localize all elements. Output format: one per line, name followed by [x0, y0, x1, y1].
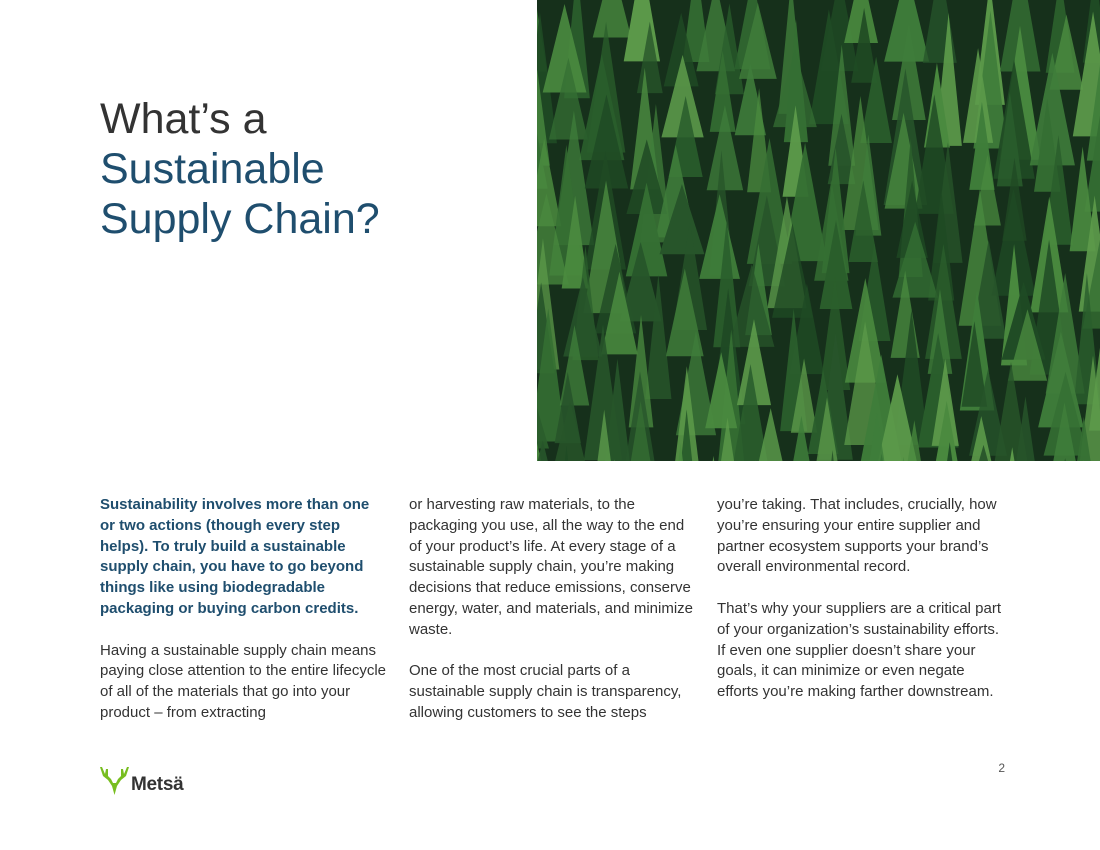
body-paragraph: or harvesting raw materials, to the packaging you use, all the way to the end of your product’s life. At every stage of a sustainable supply chain, you’re making decisions that reduce emissions, conserve energy, water, and materials, and minimize waste. — [409, 496, 694, 638]
metsa-logo — [99, 762, 183, 796]
body-paragraph: Having a sustainable supply chain means paying close attention to the entire lifecycle of all of the materials that go into your product – from extracting — [100, 641, 387, 721]
body-paragraph: you’re taking. That includes, crucially, how you’re ensuring your entire supplier and partner ecosystem supports your brand’s overall environmental record. — [717, 496, 997, 576]
text-column-3 — [717, 495, 1007, 724]
forest-illustration — [537, 0, 1100, 461]
title-line-3: Supply Chain? — [100, 195, 380, 243]
page-title — [100, 94, 520, 244]
text-column-1 — [100, 495, 388, 745]
page-number: 2 — [998, 761, 1005, 775]
title-line-2: Sustainable — [100, 145, 325, 193]
forest-photo — [537, 0, 1100, 461]
lead-paragraph: Sustainability involves more than one or two actions (though every step helps). To truly build a sustainable supply chain, you have to go beyond things like using biodegradable packaging or buying carbon credits. — [100, 496, 370, 617]
body-paragraph: That’s why your suppliers are a critical part of your organization’s sustainability efforts. If even one supplier doesn’t share your goals, it can minimize or even negate efforts you’re making farther downstream. — [717, 599, 1002, 701]
antler-icon — [99, 764, 130, 796]
text-column-2 — [409, 495, 699, 745]
title-line-1: What’s a — [100, 95, 267, 143]
logo-wordmark: Metsä — [131, 774, 184, 795]
body-paragraph: One of the most crucial parts of a sustainable supply chain is transparency, allowing customers to see the steps — [409, 662, 682, 721]
